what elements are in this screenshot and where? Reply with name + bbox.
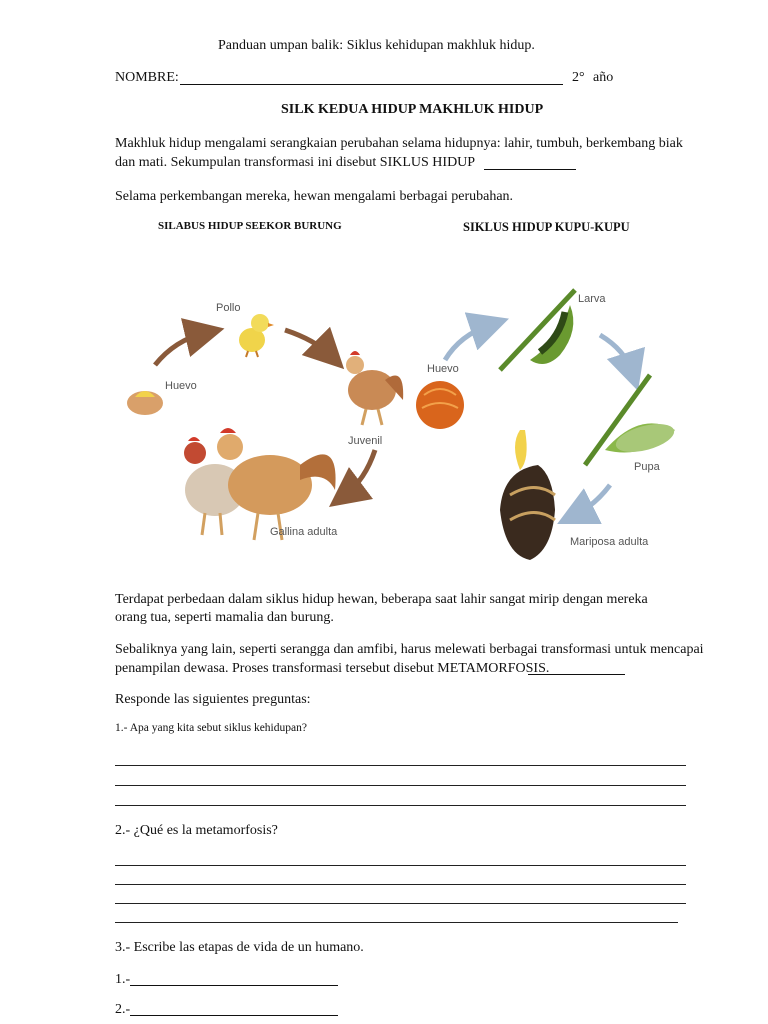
arrow-juvenile-to-adult <box>345 450 375 495</box>
answer-line[interactable] <box>115 805 686 806</box>
name-blank-line[interactable] <box>180 84 563 85</box>
section-heading: SILK KEDUA HIDUP MAKHLUK HIDUP <box>281 102 544 117</box>
butterfly-stage-adult-label: Mariposa adulta <box>570 536 649 548</box>
adult-butterfly-icon <box>500 430 555 560</box>
paragraph-2-line-2: penampilan dewasa. Proses transformasi tersebut disebut METAMORFOSIS. <box>115 661 550 676</box>
stage-answer-line[interactable] <box>130 1015 338 1016</box>
list-item-number: 2.- <box>115 1002 131 1017</box>
bird-stage-juvenile-label: Juvenil <box>348 435 383 447</box>
grade-label: 2° <box>572 70 585 85</box>
butterfly-stage-pupa-label: Pupa <box>634 461 660 473</box>
butterfly-egg-icon <box>416 381 464 429</box>
bird-life-cycle-illustration <box>110 285 410 560</box>
butterfly-stage-larva-label: Larva <box>578 293 606 305</box>
name-label: NOMBRE: <box>115 70 179 85</box>
list-item-number: 1.- <box>115 972 131 987</box>
question-2: 2.- ¿Qué es la metamorfosis? <box>115 823 278 838</box>
paragraph-1-line-2: orang tua, seperti mamalia dan burung. <box>115 610 334 625</box>
answer-line[interactable] <box>115 765 686 766</box>
larva-on-branch-icon <box>500 290 575 370</box>
intro-line-2: dan mati. Sekumpulan transformasi ini disebut SIKLUS HIDUP <box>115 155 476 170</box>
document-title: Panduan umpan balik: Siklus kehidupan makhluk hidup. <box>218 38 535 53</box>
arrow-larva-to-pupa <box>600 335 632 372</box>
egg-icon <box>127 391 163 415</box>
answer-line[interactable] <box>115 903 686 904</box>
answer-line[interactable] <box>115 922 678 923</box>
intro-line-1: Makhluk hidup mengalami serangkaian perubahan selama hidupnya: lahir, tumbuh, berkembang biak <box>115 136 683 151</box>
question-3: 3.- Escribe las etapas de vida de un humano. <box>115 940 364 955</box>
adult-rooster-icon <box>217 428 336 540</box>
answer-line[interactable] <box>115 865 686 866</box>
paragraph-1-line-1: Terdapat perbedaan dalam siklus hidup hewan, beberapa saat lahir sangat mirip dengan mereka <box>115 592 648 607</box>
butterfly-cycle-title: SIKLUS HIDUP KUPU-KUPU <box>463 220 630 234</box>
grade-suffix: año <box>593 70 614 85</box>
metamorphosis-blank-line[interactable] <box>528 674 625 675</box>
question-1: 1.- Apa yang kita sebut siklus kehidupan? <box>115 722 307 734</box>
instructions: Responde las siguientes preguntas: <box>115 692 311 707</box>
butterfly-life-cycle-illustration <box>410 280 700 565</box>
intro-line-3: Selama perkembangan mereka, hewan mengalami berbagai perubahan. <box>115 189 514 204</box>
stage-answer-line[interactable] <box>130 985 338 986</box>
answer-line[interactable] <box>115 884 686 885</box>
bird-stage-adult-label: Gallina adulta <box>270 526 338 538</box>
bird-cycle-title: SILABUS HIDUP SEEKOR BURUNG <box>158 220 342 232</box>
juvenile-rooster-icon <box>346 351 403 425</box>
arrow-chick-to-juvenile <box>285 330 330 355</box>
arrow-pupa-to-adult <box>575 485 610 515</box>
butterfly-stage-egg-label: Huevo <box>427 363 459 375</box>
chick-icon <box>239 314 274 357</box>
paragraph-2-line-1: Sebaliknya yang lain, seperti serangga dan amfibi, harus melewati berbagai transformasi untuk mencapai <box>115 642 704 657</box>
bird-stage-egg-label: Huevo <box>165 380 197 392</box>
arrow-egg-to-larva <box>445 325 490 360</box>
arrow-egg-to-chick <box>155 333 205 365</box>
bird-stage-chick-label: Pollo <box>216 302 241 314</box>
answer-line[interactable] <box>115 785 686 786</box>
pupa-on-branch-icon <box>585 375 677 465</box>
intro-blank-line[interactable] <box>484 169 576 170</box>
